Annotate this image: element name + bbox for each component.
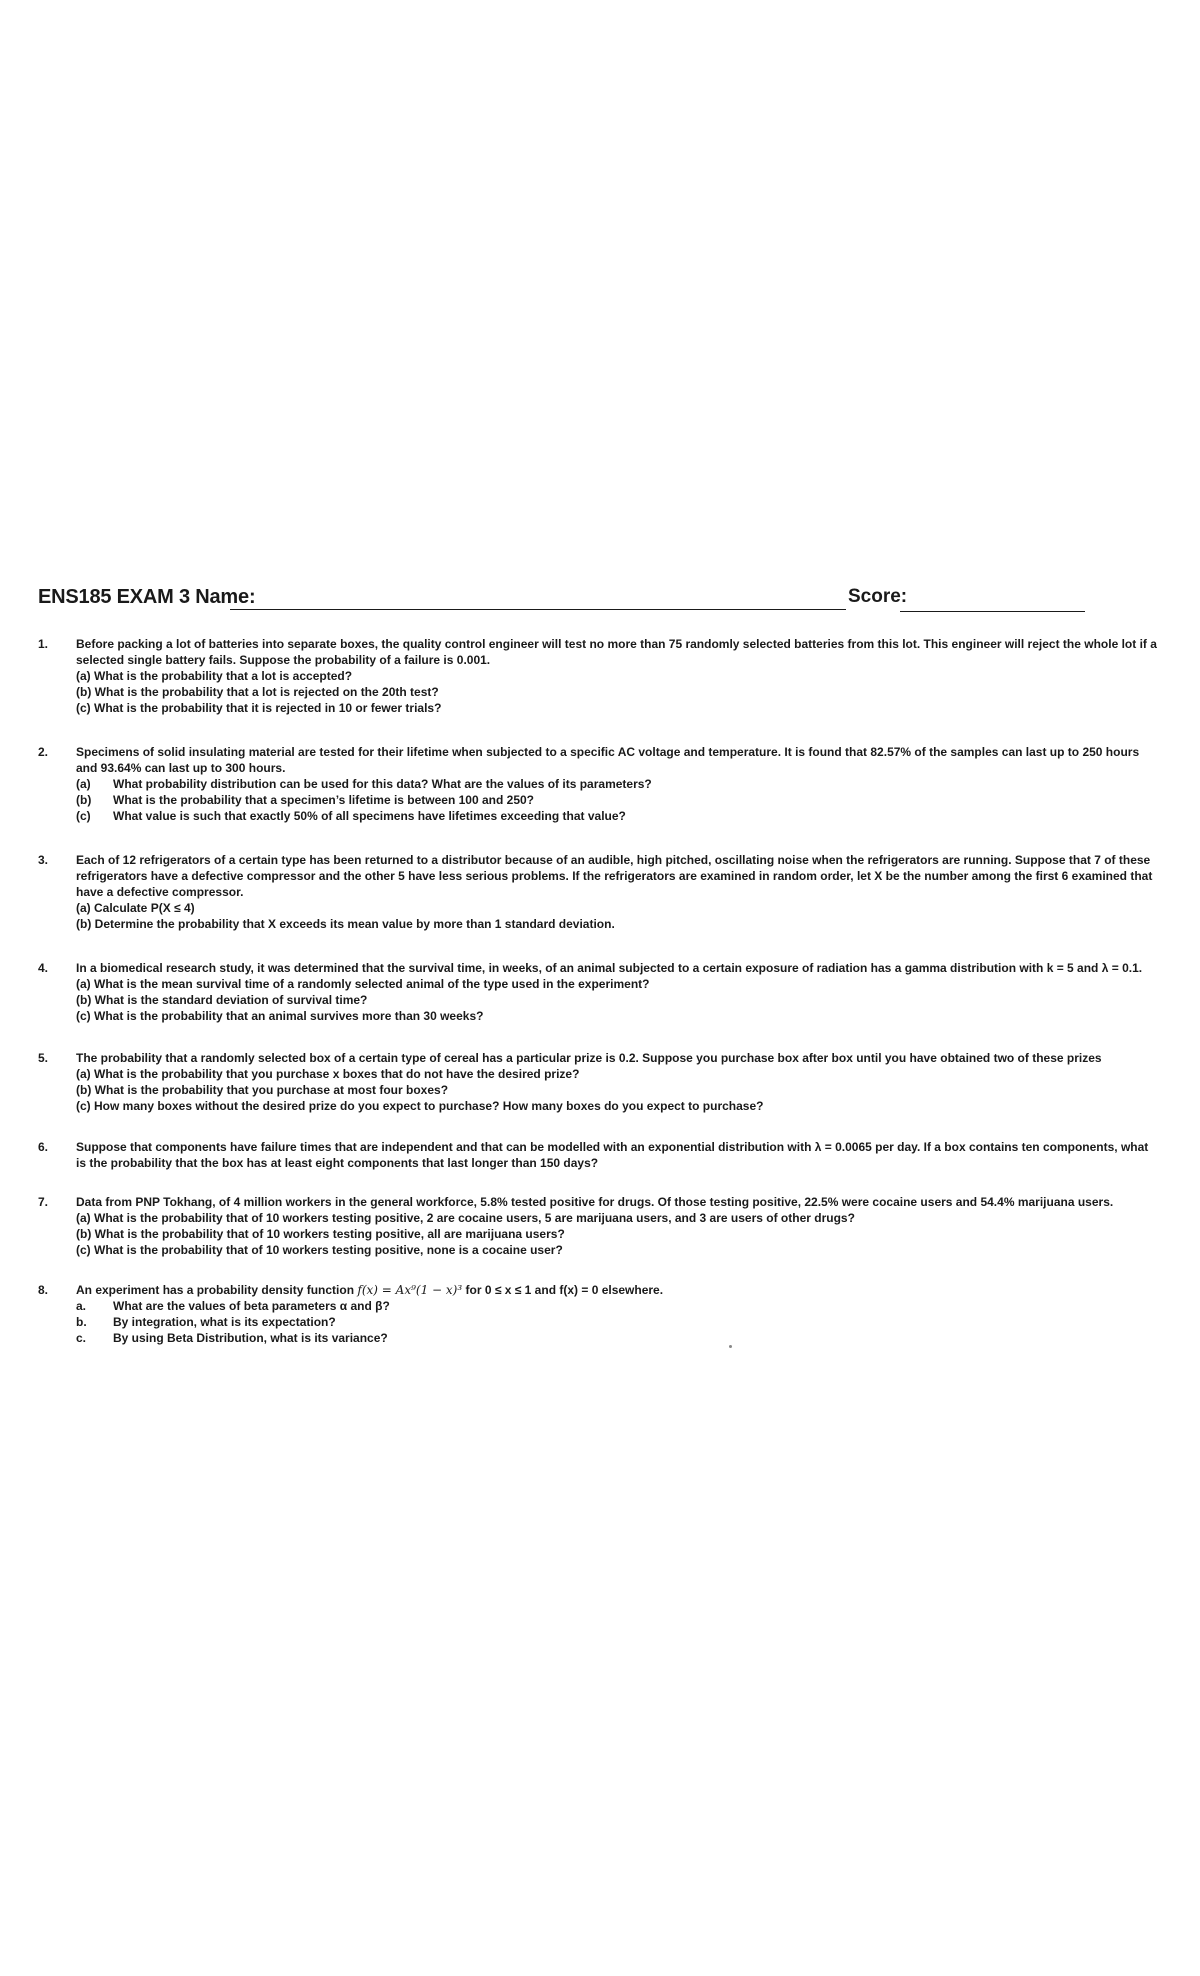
question-number: 7.	[38, 1195, 49, 1209]
part-label: a.	[76, 1299, 87, 1313]
question-number: 4.	[38, 961, 49, 975]
exam-header	[38, 586, 1048, 616]
name-blank-line	[230, 609, 846, 610]
question-part: (a) What is the probability that of 10 workers testing positive, 2 are cocaine users, 5 are marijuana users, and 3 are users of other drugs?	[76, 1211, 855, 1225]
question-text: Before packing a lot of batteries into separate boxes, the quality control engineer will test no more than 75 randomly selected batteries from this lot. This engineer will reject the whole lot if a selected single battery fails. Suppose the probability of a failure is 0.001.	[76, 637, 1157, 667]
part-text: By integration, what is its expectation?	[113, 1315, 336, 1329]
question-text: Each of 12 refrigerators of a certain type has been returned to a distributor because of an audible, high pitched, oscillating noise when the refrigerators are running. Suppose that 7 of these refrigerators have a defective compressor and the other 5 have less serious problems. If the refrigerators are examined in random order, let X be the number among the first 6 examined that have a defective compressor.	[76, 853, 1153, 899]
question-text: Data from PNP Tokhang, of 4 million workers in the general workforce, 5.8% tested positive for drugs. Of those testing positive, 22.5% were cocaine users and 54.4% marijuana users.	[76, 1195, 1114, 1209]
question-text: The probability that a randomly selected box of a certain type of cereal has a particular prize is 0.2. Suppose you purchase box after box until you have obtained two of these prizes	[76, 1051, 1102, 1065]
question-text: Specimens of solid insulating material are tested for their lifetime when subjected to a specific AC voltage and temperature. It is found that 82.57% of the samples can last up to 250 hours and 93.64% can last up to 300 hours.	[76, 745, 1140, 775]
scan-speck	[729, 1345, 732, 1348]
question-part: (b) What is the probability that of 10 workers testing positive, all are marijuana users?	[76, 1227, 565, 1241]
question-text: Suppose that components have failure times that are independent and that can be modelled with an exponential distribution with λ = 0.0065 per day. If a box contains ten components, what is the probability that the box has at least eight components that last longer than 150 days?	[76, 1140, 1149, 1170]
part-text: By using Beta Distribution, what is its variance?	[113, 1331, 388, 1345]
question-number: 6.	[38, 1140, 49, 1154]
question-text-tail: for 0 ≤ x ≤ 1 and f(x) = 0 elsewhere.	[462, 1283, 664, 1297]
part-label: (b)	[76, 793, 92, 807]
score-label: Score:	[848, 586, 908, 607]
part-text: What value is such that exactly 50% of all specimens have lifetimes exceeding that value?	[113, 809, 626, 823]
question-part: (b) What is the probability that a lot is rejected on the 20th test?	[76, 685, 439, 699]
question-part	[76, 1298, 1158, 1314]
question-part	[76, 1330, 1158, 1346]
question-number: 5.	[38, 1051, 49, 1065]
part-label: b.	[76, 1315, 87, 1329]
question-text	[76, 1282, 1158, 1298]
question-part: (a) Calculate P(X ≤ 4)	[76, 901, 195, 915]
part-text: What are the values of beta parameters α and β?	[113, 1299, 390, 1313]
question-part	[76, 792, 1158, 808]
part-label: (a)	[76, 777, 91, 791]
part-label: (c)	[76, 809, 91, 823]
question-part: (c) What is the probability that of 10 workers testing positive, none is a cocaine user?	[76, 1243, 563, 1257]
question-part: (a) What is the mean survival time of a randomly selected animal of the type used in the experiment?	[76, 977, 650, 991]
question-part: (c) What is the probability that an animal survives more than 30 weeks?	[76, 1009, 484, 1023]
part-label: c.	[76, 1331, 87, 1345]
part-text: What probability distribution can be used for this data? What are the values of its parameters?	[113, 777, 652, 791]
question-part	[76, 808, 1158, 824]
question-part: (c) What is the probability that it is rejected in 10 or fewer trials?	[76, 701, 442, 715]
question-number: 3.	[38, 853, 49, 867]
question-part: (a) What is the probability that a lot is accepted?	[76, 669, 353, 683]
question-part: (a) What is the probability that you purchase x boxes that do not have the desired prize?	[76, 1067, 580, 1081]
density-formula: f(x) = Ax⁹(1 − x)³	[357, 1283, 463, 1297]
question-part: (c) How many boxes without the desired prize do you expect to purchase? How many boxes do you expect to purchase?	[76, 1099, 764, 1113]
question-part	[76, 1314, 1158, 1330]
question-text-lead: An experiment has a probability density function	[76, 1283, 358, 1297]
question-number: 8.	[38, 1283, 49, 1297]
question-part: (b) What is the standard deviation of survival time?	[76, 993, 368, 1007]
question-part: (b) Determine the probability that X exceeds its mean value by more than 1 standard deviation.	[76, 917, 615, 931]
question-number: 1.	[38, 637, 49, 651]
question-part: (b) What is the probability that you purchase at most four boxes?	[76, 1083, 449, 1097]
question-part	[76, 776, 1158, 792]
question-number: 2.	[38, 745, 49, 759]
exam-title: ENS185 EXAM 3 Name:	[38, 586, 256, 608]
question-text: In a biomedical research study, it was determined that the survival time, in weeks, of an animal subjected to a certain exposure of radiation has a gamma distribution with k = 5 and λ = 0.1.	[76, 961, 1143, 975]
part-text: What is the probability that a specimen’s lifetime is between 100 and 250?	[113, 793, 535, 807]
score-blank-line	[900, 611, 1085, 612]
